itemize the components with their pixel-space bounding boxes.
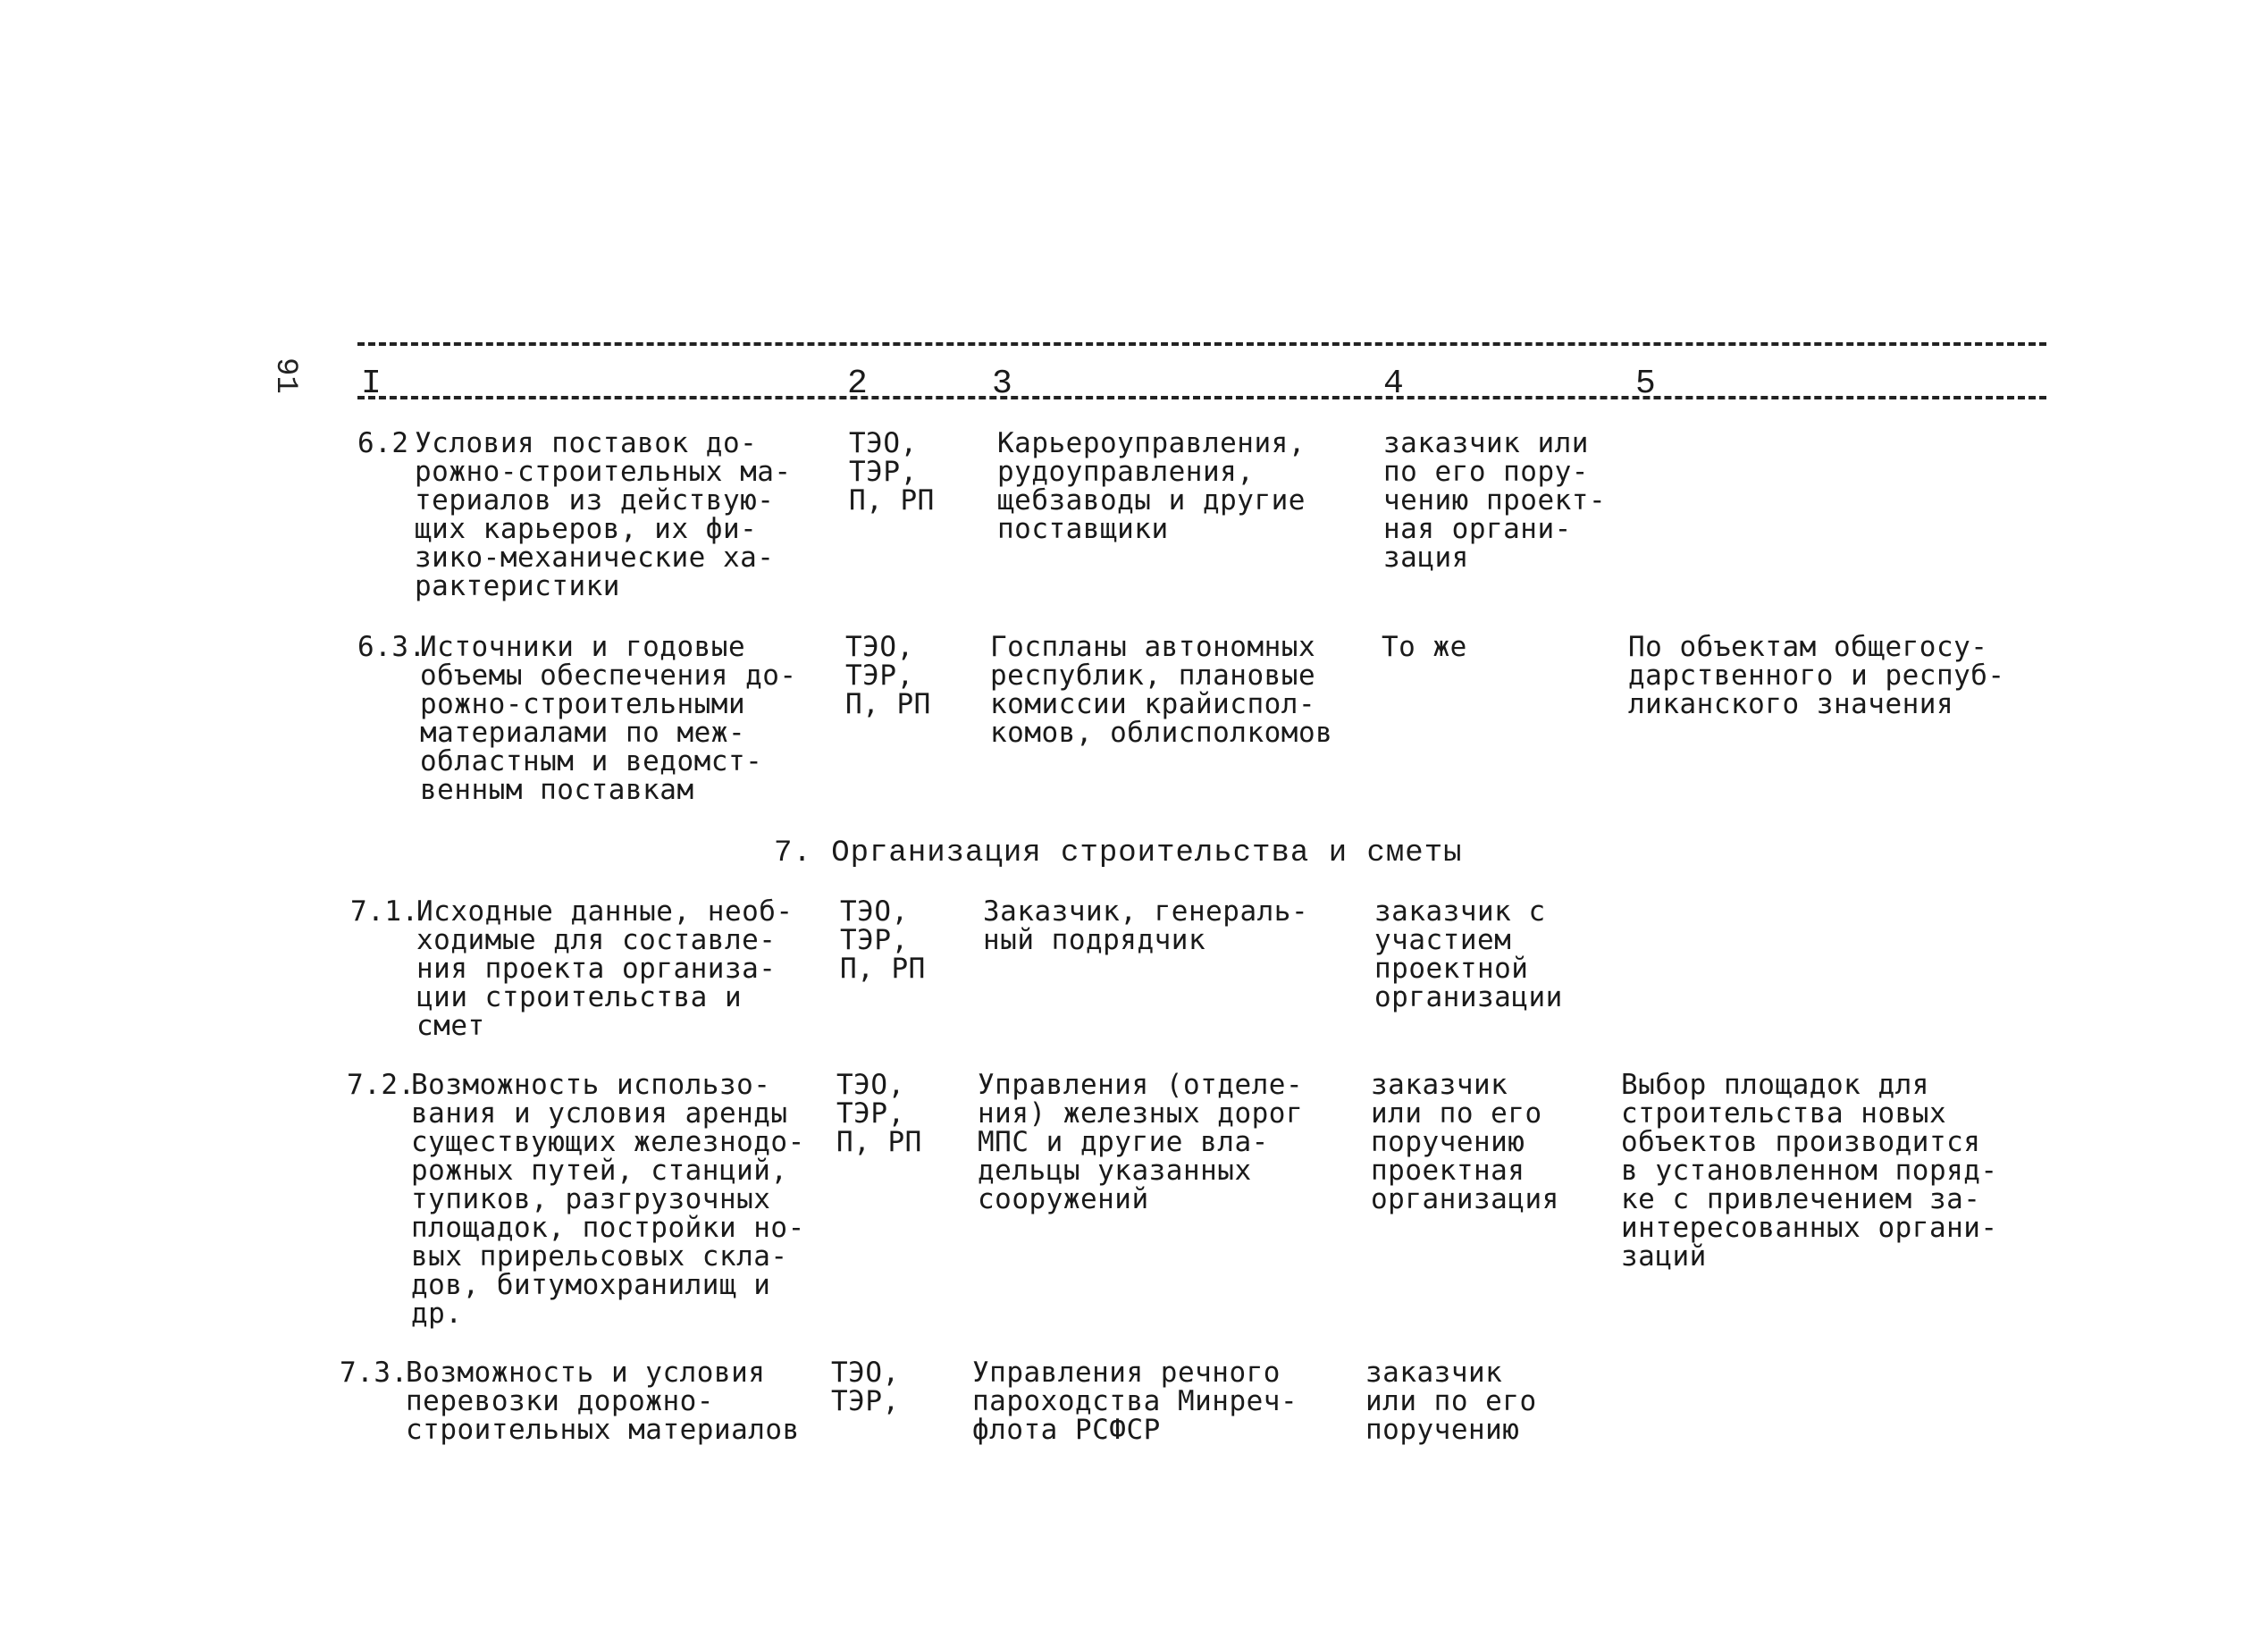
row-description: Источники и годовые объемы обеспечения до- рожно-строительными материалами по меж- областным и ведомст- венным поставкам <box>420 631 797 806</box>
row-number: 6.3. <box>357 631 426 663</box>
row-number: 7.2. <box>347 1069 416 1101</box>
row-source: Заказчик, генераль- ный подрядчик <box>983 895 1309 956</box>
row-description: Исходные данные, необ- ходимые для составле- ния проекта организа- ции строительства и смет <box>416 895 794 1042</box>
row-source: Карьероуправления, рудоуправления, щебзаводы и другие поставщики <box>997 427 1306 545</box>
row-stage: ТЭО, ТЭР, П, РП <box>849 427 935 517</box>
row-note: Выбор площадок для строительства новых объектов производится в установленном поряд- ке с привлечением за- интересованных органи- заций <box>1621 1069 1998 1273</box>
row-stage: ТЭО, ТЭР, П, РП <box>836 1069 922 1158</box>
section-title: 7. Организация строительства и сметы <box>774 836 1463 870</box>
row-executor: заказчик или по его пору- чению проект- ная органи- зация <box>1383 427 1607 574</box>
row-description: Возможность использо- вания и условия аренды существующих железнодо- рожных путей, станций, тупиков, разгрузочных площадок, постройки но- вых прирельсовых скла- дов, битумохранилищ и др. <box>411 1069 805 1330</box>
header-top-rule <box>357 342 2046 346</box>
column-header-4: 4 <box>1383 365 1404 403</box>
row-stage: ТЭО, ТЭР, <box>831 1357 900 1417</box>
column-header-2: 2 <box>847 365 868 403</box>
row-description: Возможность и условия перевозки дорожно- строительных материалов <box>406 1357 800 1446</box>
row-stage: ТЭО, ТЭР, П, РП <box>840 895 926 985</box>
header-bottom-rule <box>357 396 2046 399</box>
row-executor: То же <box>1382 631 1467 663</box>
column-header-5: 5 <box>1635 365 1656 403</box>
column-header-3: 3 <box>992 365 1012 403</box>
row-number: 7.1. <box>350 895 419 928</box>
row-number: 6.2 <box>357 427 409 459</box>
row-source: Управления речного пароходства Минреч- флота РСФСР <box>972 1357 1298 1446</box>
row-note: По объектам общегосу- дарственного и респуб- ликанского значения <box>1628 631 2005 720</box>
row-stage: ТЭО, ТЭР, П, РП <box>845 631 931 720</box>
row-executor: заказчик с участием проектной организации <box>1374 895 1563 1013</box>
row-executor: заказчик или по его поручению проектная организация <box>1371 1069 1559 1215</box>
page-number: 91 <box>268 357 302 394</box>
row-source: Госпланы автономных республик, плановые комиссии крайиспол- комов, облисполкомов <box>990 631 1333 749</box>
row-executor: заказчик или по его поручению <box>1365 1357 1537 1446</box>
row-source: Управления (отделе- ния) железных дорог МПС и другие вла- дельцы указанных сооружений <box>978 1069 1304 1215</box>
row-description: Условия поставок до- рожно-строительных ма- териалов из действую- щих карьеров, их фи- зико-механические ха- рактеристики <box>415 427 792 602</box>
column-header-1: I <box>361 365 382 403</box>
row-number: 7.3. <box>340 1357 408 1389</box>
